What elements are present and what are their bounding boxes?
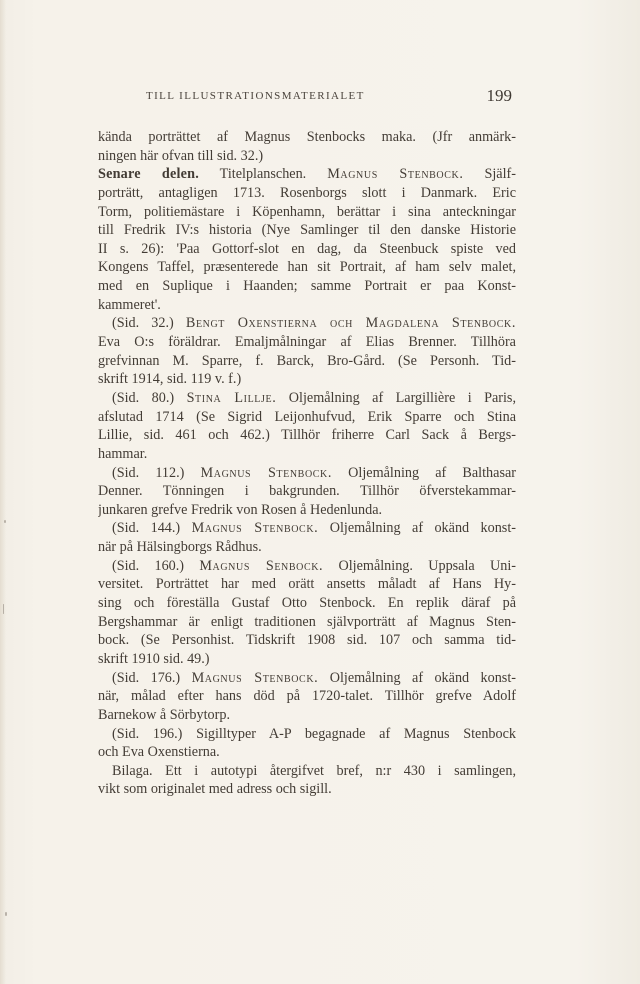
portrait-subject: Magnus Stenbock.	[327, 166, 464, 183]
text-run: (Sid. 144.)	[112, 520, 192, 537]
text-line	[98, 333, 516, 352]
text-line	[98, 613, 516, 632]
text-line	[98, 296, 516, 315]
text-line	[98, 128, 516, 147]
text-line	[98, 482, 516, 501]
text-line	[98, 687, 516, 706]
text-run: till Fredrik IV:s historia (Nye Samlinger til den danske Historie	[98, 222, 516, 239]
text-line	[98, 277, 516, 296]
text-line	[98, 165, 516, 184]
text-run: Denner. Tönningen i bakgrunden. Tillhör öfverstekammar-	[98, 483, 516, 500]
text-line	[98, 258, 516, 277]
text-run: ningen här ofvan till sid. 32.)	[98, 147, 264, 164]
text-line	[98, 557, 516, 576]
text-run: Bergshammar är enligt traditionen självporträtt af Magnus Sten-	[98, 613, 516, 630]
page-number: 199	[486, 86, 512, 105]
text-line	[98, 762, 516, 781]
text-line	[98, 408, 516, 427]
text-run: Oljemålning af okänd konst-	[318, 669, 516, 686]
text-line	[98, 650, 516, 669]
text-line	[98, 631, 516, 650]
text-run: (Sid. 196.) Sigilltyper A-P begagnade af Magnus Stenbock	[112, 725, 516, 742]
text-run: Titelplanschen.	[198, 166, 328, 183]
text-run: afslutad 1714 (Se Sigrid Leijonhufvud, Erik Sparre och Stina	[98, 408, 516, 425]
text-run: Eva O:s föräldrar. Emaljmålningar af Elias Brenner. Tillhöra	[98, 334, 516, 351]
text-line	[98, 314, 516, 333]
text-line	[98, 240, 516, 259]
text-run: vikt som originalet med adress och sigill.	[98, 781, 332, 798]
text-line	[98, 538, 516, 557]
text-run: Oljemålning af Balthasar	[332, 464, 516, 481]
text-line	[98, 464, 516, 483]
text-line	[98, 221, 516, 240]
text-run: (Sid. 176.)	[112, 669, 192, 686]
text-run: bock. (Se Personhist. Tidskrift 1908 sid. 107 och samma tid-	[98, 632, 516, 649]
text-line	[98, 743, 516, 762]
text-line	[98, 575, 516, 594]
text-line	[98, 389, 516, 408]
paper-speck	[3, 604, 4, 614]
text-line	[98, 445, 516, 464]
text-run: versitet. Porträttet har med orätt ansetts måladt af Hans Hy-	[98, 576, 516, 593]
text-run: Bilaga. Ett i autotypi återgifvet bref, n:r 430 i samlingen,	[112, 762, 516, 779]
portrait-subject: Magnus Stenbock.	[191, 520, 319, 537]
portrait-subject: Magnus Stenbock.	[200, 464, 333, 481]
text-run: kammeret'.	[98, 296, 161, 313]
text-run: Själf-	[463, 166, 516, 183]
text-run: hammar.	[98, 445, 148, 462]
text-run: (Sid. 112.)	[112, 464, 201, 481]
text-run: porträtt, antagligen 1713. Rosenborgs slott i Danmark. Eric	[98, 184, 516, 201]
body-text	[98, 128, 516, 799]
text-line	[98, 352, 516, 371]
text-run: II s. 26): 'Paa Gottorf-slot en dag, da Steenbuck spiste ved	[98, 240, 516, 257]
text-line	[98, 203, 516, 222]
text-line	[98, 706, 516, 725]
text-run: (Sid. 80.)	[112, 389, 187, 406]
text-run: Oljemålning. Uppsala Uni-	[323, 557, 516, 574]
text-run: när på Hälsingborgs Rådhus.	[98, 539, 262, 556]
text-run: Oljemålning af Largillière i Paris,	[276, 389, 516, 406]
text-run: Barnekow å Sörbytorp.	[98, 706, 230, 723]
text-line	[98, 426, 516, 445]
text-line	[98, 669, 516, 688]
text-run: skrift 1910 sid. 49.)	[98, 650, 210, 667]
text-run: Lillie, sid. 461 och 462.) Tillhör friherre Carl Sack å Bergs-	[98, 427, 516, 444]
text-line	[98, 501, 516, 520]
text-line	[98, 184, 516, 203]
page-header	[98, 86, 518, 110]
text-run: och Eva Oxenstierna.	[98, 744, 220, 761]
text-run: Torm, politiemästare i Köpenhamn, berättar i sina anteckningar	[98, 203, 516, 220]
text-line	[98, 594, 516, 613]
text-run: grefvinnan M. Sparre, f. Barck, Bro-Gård. (Se Personh. Tid-	[98, 352, 516, 369]
text-line	[98, 780, 516, 799]
portrait-subject: Stina Lillje.	[186, 389, 277, 406]
text-run: Oljemålning af okänd konst-	[318, 520, 516, 537]
text-run: skrift 1914, sid. 119 v. f.)	[98, 371, 242, 388]
text-run: (Sid. 32.)	[112, 315, 186, 332]
text-run: kända porträttet af Magnus Stenbocks maka. (Jfr anmärk-	[98, 129, 516, 145]
running-head: TILL ILLUSTRATIONSMATERIALET	[146, 90, 365, 102]
text-line	[98, 370, 516, 389]
portrait-subject: Magnus Senbock.	[199, 557, 324, 574]
text-run: med en Suplique i Haanden; samme Portrait er paa Konst-	[98, 278, 516, 295]
paper-speck	[4, 520, 6, 523]
text-line	[98, 725, 516, 744]
text-run: (Sid. 160.)	[112, 557, 200, 574]
portrait-subject: Magnus Stenbock.	[191, 669, 319, 686]
text-run: när, målad efter hans död på 1720-talet. Tillhör grefve Adolf	[98, 688, 516, 705]
text-run: junkaren grefve Fredrik von Rosen å Hedenlunda.	[98, 501, 383, 518]
section-heading: Senare delen.	[98, 166, 199, 183]
text-run: sing och föreställa Gustaf Otto Stenbock. En replik däraf på	[98, 595, 516, 612]
text-run: Kongens Taffel, præsenterede han sit Portrait, af ham selv malet,	[98, 259, 516, 276]
text-line	[98, 147, 516, 166]
paper-speck	[5, 912, 7, 916]
portrait-subject: Bengt Oxenstierna och Magdalena Stenbock.	[185, 315, 516, 332]
text-line	[98, 519, 516, 538]
page-edge-shadow	[0, 0, 6, 984]
